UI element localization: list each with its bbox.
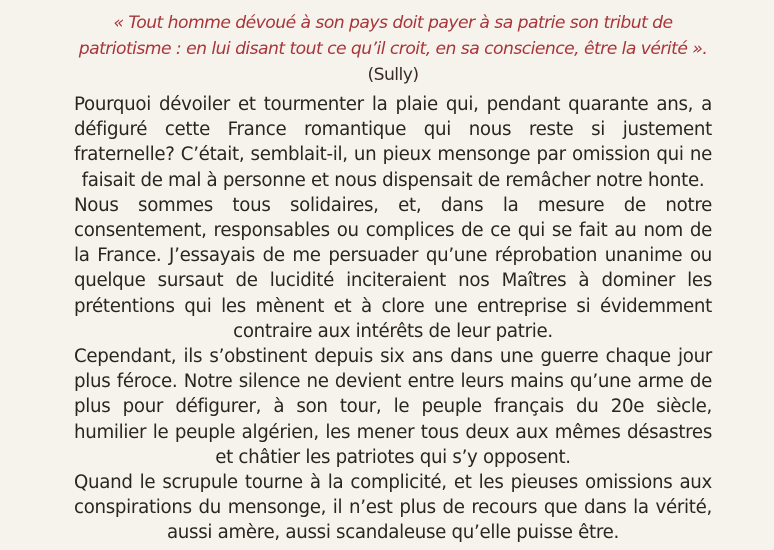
paragraph-3: Cependant, ils s’obstinent depuis six ans dans une guerre chaque jour plus féroce. Notre silence ne devient entre leurs mains qu’une arme de plus pour défigurer, à son tour, le peuple français du 20e siècle, humilier le peuple algérien, les mener tous deux aux mêmes désastres et châtier les patriotes qui s’y opposent. (74, 346, 712, 468)
paragraph-1: Pourquoi dévoiler et tourmenter la plaie qui, pendant quarante ans, a défiguré cette France romantique qui nous reste si justement fraternelle? C’était, semblait-il, un pieux mensonge par omission qui ne faisait de mal à personne et nous dispensait de remâcher notre honte. (74, 94, 712, 191)
paragraph-2: Nous sommes tous solidaires, et, dans la mesure de notre consentement, responsables ou complices de ce qui se fait au nom de la France. J’essayais de me persuader qu’une réprobation unanime ou quelque sursaut de lucidité inciteraient nos Maîtres à dominer les prétentions qui les mènent et à clore une entreprise si évidemment contraire aux intérêts de leur patrie. (74, 194, 712, 342)
epigraph-author: (Sully) (367, 65, 419, 85)
epigraph-quote: « Tout homme dévoué à son pays doit payer à sa patrie son tribut de patriotisme : en lui disant tout ce qu’il croit, en sa conscience, être la vérité ». (78, 13, 708, 59)
paragraph-4: Quand le scrupule tourne à la complicité, et les pieuses omissions aux conspirations du mensonge, il n’est plus de recours que dans la vérité, aussi amère, aussi scandaleuse qu’elle puisse être. (74, 472, 712, 544)
epigraph (74, 10, 712, 88)
